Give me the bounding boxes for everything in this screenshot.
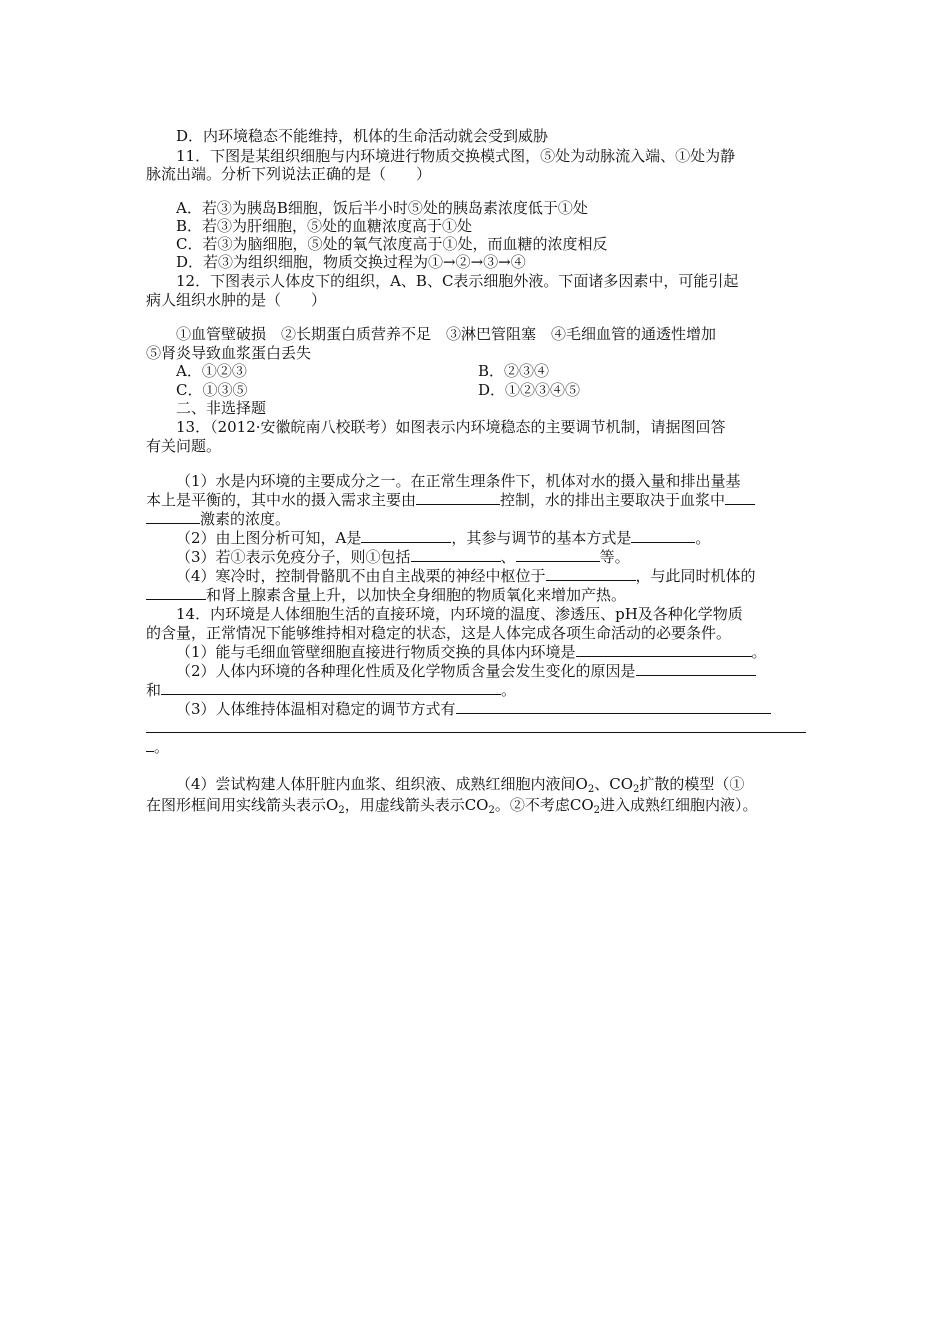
q13-part4-line1	[176, 566, 806, 586]
q14-part2-line1	[176, 661, 806, 681]
answer-blank[interactable]	[146, 509, 200, 524]
section-heading: 二、非选择题	[176, 399, 267, 417]
q11-stem-line2: 脉流出端。分析下列说法正确的是（ ）	[146, 165, 432, 183]
answer-blank[interactable]	[161, 680, 501, 695]
q12-option-d: D．①②③④⑤	[478, 381, 581, 399]
q13-part3-text-a: （3）若①表示免疫分子，则①包括	[176, 548, 411, 566]
q14-part3-line3	[146, 737, 806, 757]
q14-part4-text-f: 。②不考虑CO	[494, 796, 594, 814]
q14-part2-text-a: （2）人体内环境的各种理化性质及化学物质含量会发生变化的原因是	[176, 662, 636, 680]
q12-option-a: A．①②③	[176, 362, 247, 380]
q12-stem-line1: 12．下图表示人体皮下的组织，A、B、C表示细胞外液。下面诸多因素中，可能引起	[176, 272, 739, 290]
q14-part4-text-b: 、CO	[594, 775, 633, 793]
q14-part4-text-c: 扩散的模型（①	[639, 775, 745, 793]
q12-factors-line2: ⑤肾炎导致血浆蛋白丢失	[146, 344, 312, 362]
q13-part1-text-c: 激素的浓度。	[200, 510, 291, 528]
q11-option-b: B．若③为肝细胞，⑤处的血糖浓度高于①处	[176, 217, 473, 235]
answer-blank[interactable]	[546, 566, 636, 581]
q11-option-d: D．若③为组织细胞，物质交换过程为①→②→③→④	[176, 253, 526, 271]
q13-stem-line2: 有关问题。	[146, 437, 222, 455]
q14-part3-line1	[176, 699, 806, 719]
q14-part4-line1	[176, 774, 806, 794]
q14-part2-line2	[146, 680, 806, 700]
q13-part2	[176, 528, 806, 548]
q13-part3-text-c: 等。	[599, 548, 630, 566]
q14-part3-text-a: （3）人体维持体温相对稳定的调节方式有	[176, 700, 456, 718]
q13-part4-text-c: 和肾上腺素含量上升，以加快全身细胞的物质氧化来增加产热。	[206, 586, 627, 604]
answer-blank[interactable]	[361, 528, 451, 543]
q14-part4-text-d: 在图形框间用实线箭头表示O	[146, 796, 339, 814]
q13-part1-line2	[146, 490, 806, 510]
q14-part2-text-c: 。	[501, 681, 517, 699]
q13-part1-line3	[146, 509, 806, 529]
q13-part3-text-b: 、	[500, 548, 516, 566]
q14-part4-text-e: ，用虚线箭头表示CO	[344, 796, 489, 814]
answer-blank[interactable]	[146, 737, 154, 752]
q12-option-b: B．②③④	[478, 362, 550, 380]
q14-part4-text-a: （4）尝试构建人体肝脏内血浆、组织液、成熟红细胞内液间O	[176, 775, 588, 793]
q13-part2-text-c: 。	[695, 529, 711, 547]
q13-part4-text-a: （4）寒冷时，控制骨骼肌不由自主战栗的神经中枢位于	[176, 567, 546, 585]
q13-part3	[176, 547, 806, 567]
subscript: 2	[338, 805, 345, 815]
answer-blank[interactable]	[631, 528, 695, 543]
answer-blank[interactable]	[411, 547, 501, 562]
q14-part1	[176, 642, 806, 662]
q13-part1-text-b: 控制，水的排出主要取决于血浆中	[500, 491, 726, 509]
answer-line[interactable]	[146, 732, 806, 733]
answer-blank[interactable]	[456, 699, 771, 714]
q11-stem-line1: 11．下图是某组织细胞与内环境进行物质交换模式图，⑤处为动脉流入端、①处为静	[176, 147, 736, 165]
answer-blank[interactable]	[516, 547, 600, 562]
subscript: 2	[488, 805, 495, 815]
subscript: 2	[593, 805, 600, 815]
q14-part2-text-b: 和	[146, 681, 162, 699]
q13-part4-text-b: ，与此同时机体的	[635, 567, 756, 585]
q11-option-c: C．若③为脑细胞，⑤处的氧气浓度高于①处，而血糖的浓度相反	[176, 235, 608, 253]
q13-part4-line2	[146, 585, 806, 605]
q13-stem-line1: 13．（2012·安徽皖南八校联考）如图表示内环境稳态的主要调节机制，请据图回答	[176, 418, 726, 436]
q10-option-d: D．内环境稳态不能维持，机体的生命活动就会受到威胁	[176, 127, 549, 145]
answer-blank[interactable]	[576, 642, 752, 657]
q14-stem-line1: 14．内环境是人体细胞生活的直接环境，内环境的温度、渗透压、pH及各种化学物质	[176, 605, 743, 623]
q13-part2-text-b: ，其参与调节的基本方式是	[451, 529, 632, 547]
answer-blank[interactable]	[416, 490, 500, 505]
answer-blank[interactable]	[636, 661, 756, 676]
q13-part1-text-a: 本上是平衡的，其中水的摄入需求主要由	[146, 491, 417, 509]
q12-factors-line1: ①血管壁破损 ②长期蛋白质营养不足 ③淋巴管阻塞 ④毛细血管的通透性增加	[176, 325, 717, 343]
answer-blank[interactable]	[725, 490, 755, 505]
subscript: 2	[633, 784, 640, 794]
q14-part4-text-g: 进入成熟红细胞内液）。	[600, 796, 758, 814]
q14-part4-line2	[146, 795, 806, 815]
q13-part2-text-a: （2）由上图分析可知，A是	[176, 529, 362, 547]
q12-option-c: C．①③⑤	[176, 381, 248, 399]
q12-stem-line2: 病人组织水肿的是（ ）	[146, 291, 327, 309]
q14-stem-line2: 的含量，正常情况下能够维持相对稳定的状态，这是人体完成各项生命活动的必要条件。	[146, 624, 732, 642]
answer-blank[interactable]	[146, 585, 206, 600]
q14-part1-text-a: （1）能与毛细血管壁细胞直接进行物质交换的具体内环境是	[176, 643, 576, 661]
q13-part1-line1: （1）水是内环境的主要成分之一。在正常生理条件下，机体对水的摄入量和排出量基	[176, 472, 741, 490]
q11-option-a: A．若③为胰岛B细胞，饭后半小时⑤处的胰岛素浓度低于①处	[176, 199, 588, 217]
subscript: 2	[587, 784, 595, 794]
q14-part3-end: 。	[154, 738, 170, 756]
q14-part1-text-b: 。	[751, 643, 767, 661]
